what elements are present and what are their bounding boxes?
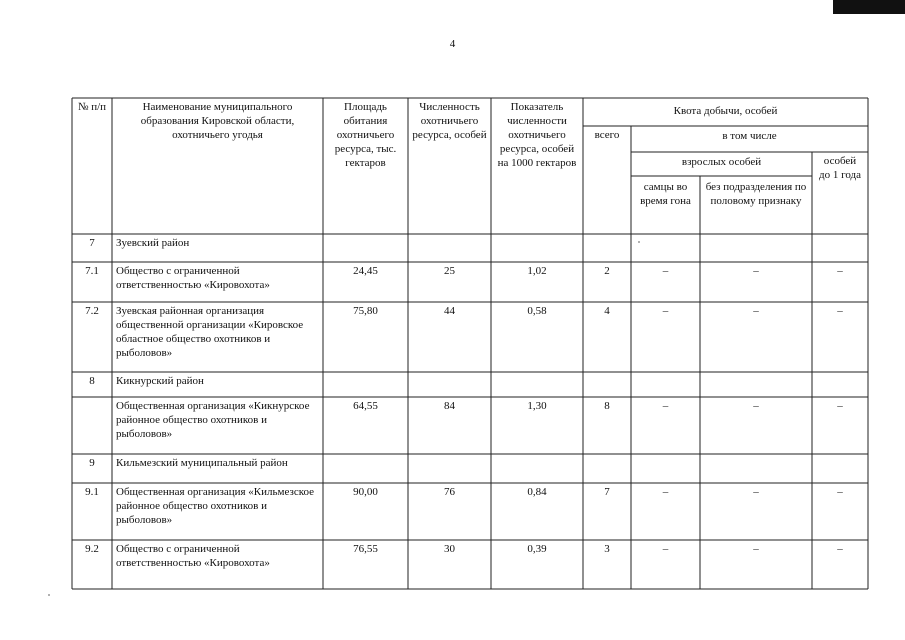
- row-name: Общественная организация «Кильмезское районное общество охотников и рыболовов»: [116, 486, 315, 526]
- row-index: 0,58: [527, 305, 547, 317]
- row-undivided: –: [753, 486, 759, 498]
- row-area: 90,00: [353, 486, 378, 498]
- row-name: Общество с ограниченной ответственностью «Кировохота»: [116, 265, 270, 291]
- row-index: 1,30: [527, 400, 547, 412]
- header-under1: особей до 1 года: [819, 155, 861, 181]
- row-total: 8: [604, 400, 610, 412]
- row-males: –: [662, 543, 669, 555]
- row-area: 24,45: [353, 265, 378, 277]
- row-under1: –: [837, 543, 843, 555]
- header-index: Показатель численности охотничьего ресурса, особей на 1000 гектаров: [497, 101, 577, 169]
- header-adults: взрослых особей: [681, 156, 762, 168]
- row-area: 64,55: [353, 400, 378, 412]
- row-count: 25: [444, 265, 455, 277]
- row-count: 76: [444, 486, 455, 498]
- row-area: 76,55: [353, 543, 378, 555]
- header-name: Наименование муниципального образования Кировской области, охотничьего угодья: [140, 101, 295, 141]
- row-name: Общественная организация «Кикнурское районное общество охотников и рыболовов»: [116, 400, 310, 440]
- row-total: 3: [604, 543, 610, 555]
- row-under1: –: [837, 400, 843, 412]
- row-name: Кильмезский муниципальный район: [116, 457, 288, 469]
- row-name: Зуевский район: [116, 237, 190, 249]
- row-undivided: –: [753, 265, 759, 277]
- page-number: 4: [449, 38, 456, 50]
- row-index: 0,84: [527, 486, 547, 498]
- row-num: 9: [89, 457, 95, 469]
- row-total: 7: [604, 486, 610, 498]
- row-total: 4: [604, 305, 610, 317]
- row-index: 1,02: [527, 265, 547, 277]
- row-num: 9.2: [85, 543, 99, 555]
- header-quota: Квота добычи, особей: [673, 105, 778, 117]
- row-males: –: [662, 400, 669, 412]
- row-name: Кикнурский район: [116, 375, 204, 387]
- row-area: 75,80: [353, 305, 378, 317]
- row-undivided: –: [753, 400, 759, 412]
- row-count: 84: [444, 400, 455, 412]
- row-males: –: [662, 265, 669, 277]
- row-males: –: [662, 486, 669, 498]
- scan-speck: [638, 241, 640, 243]
- header-including: в том числе: [722, 130, 777, 142]
- header-count: Численность охотничьего ресурса, особей: [412, 101, 487, 141]
- row-undivided: –: [753, 305, 759, 317]
- scan-speck: [48, 594, 50, 596]
- row-num: 7.2: [85, 305, 99, 317]
- header-area: Площадь обитания охотничьего ресурса, тыс. гектаров: [334, 101, 397, 169]
- row-name: Зуевская районная организация общественной организации «Кировское областное общество охотников и рыболовов»: [116, 305, 304, 359]
- header-total: всего: [594, 129, 620, 141]
- header-undivided: без подразделения по половому признаку: [705, 181, 807, 207]
- row-num: 8: [89, 375, 95, 387]
- row-name: Общество с ограниченной ответственностью «Кировохота»: [116, 543, 270, 569]
- row-under1: –: [837, 265, 843, 277]
- row-count: 30: [444, 543, 455, 555]
- header-males: самцы во время гона: [640, 181, 691, 207]
- row-count: 44: [444, 305, 455, 317]
- row-num: 7.1: [85, 265, 99, 277]
- row-index: 0,39: [527, 543, 547, 555]
- row-total: 2: [604, 265, 610, 277]
- row-num: 9.1: [85, 486, 99, 498]
- row-males: –: [662, 305, 669, 317]
- row-undivided: –: [753, 543, 759, 555]
- row-under1: –: [837, 305, 843, 317]
- row-num: 7: [89, 237, 95, 249]
- header-num: № п/п: [77, 101, 107, 113]
- row-under1: –: [837, 486, 843, 498]
